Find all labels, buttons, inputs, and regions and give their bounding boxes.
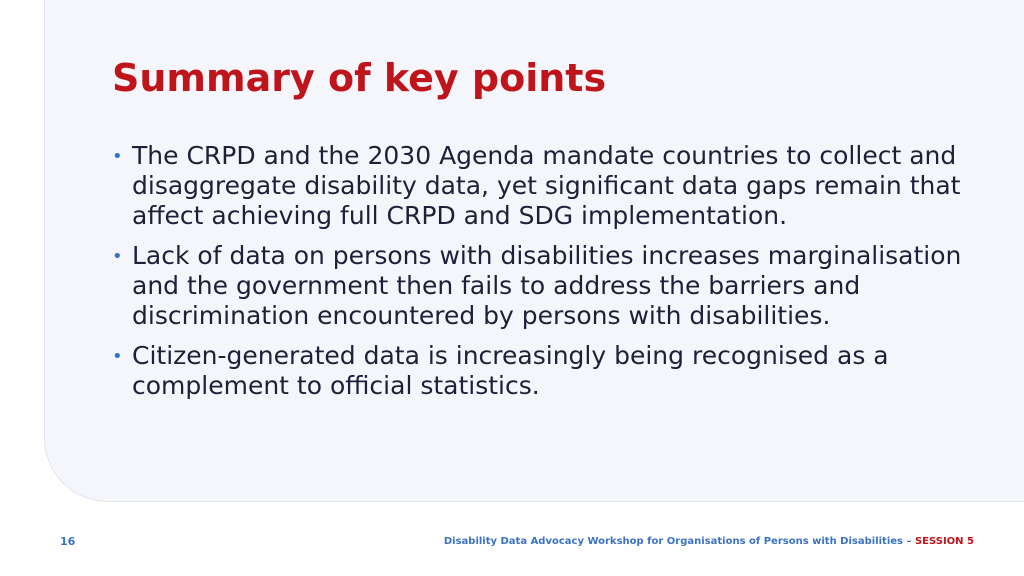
bullet-text: Citizen-generated data is increasingly being recognised as a complement to official statistics. bbox=[132, 341, 889, 400]
bullet-text: The CRPD and the 2030 Agenda mandate countries to collect and disaggregate disability data, yet significant data gaps remain that affect achieving full CRPD and SDG implementation. bbox=[132, 141, 961, 230]
bullet-item bbox=[110, 241, 1010, 331]
footer-workshop-text: Disability Data Advocacy Workshop for Organisations of Persons with Disabilities – bbox=[443, 536, 915, 547]
bullet-list bbox=[110, 141, 1010, 411]
page-number: 16 bbox=[60, 535, 76, 548]
bullet-text: Lack of data on persons with disabilities increases marginalisation and the government then fails to address the barriers and discrimination encountered by persons with disabilities. bbox=[132, 241, 962, 330]
bullet-item bbox=[110, 341, 1010, 401]
bullet-item bbox=[110, 141, 1010, 231]
footer-session-label: SESSION 5 bbox=[914, 536, 974, 547]
bullet-dot-icon: • bbox=[112, 146, 123, 167]
footer-caption bbox=[444, 536, 974, 547]
bullet-dot-icon: • bbox=[112, 246, 123, 267]
bullet-dot-icon: • bbox=[112, 346, 123, 367]
slide-title: Summary of key points bbox=[112, 56, 607, 100]
